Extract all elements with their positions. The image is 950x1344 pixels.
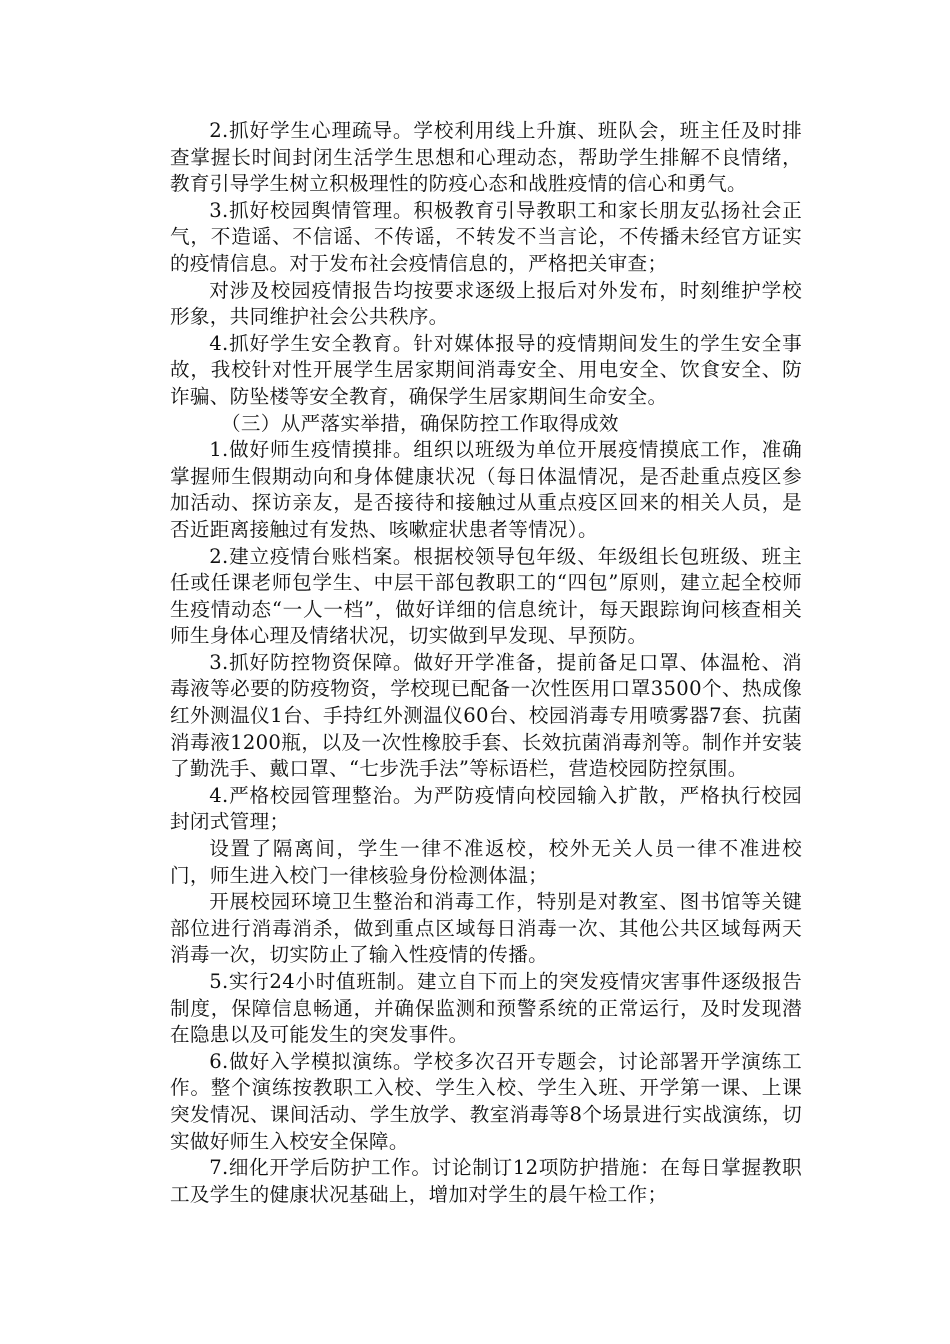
paragraph-disinfection: 开展校园环境卫生整治和消毒工作，特别是对教室、图书馆等关键部位进行消毒消杀，做到重点区域每日消毒一次、其他公共区域每两天消毒一次，切实防止了输入性疫情的传播。	[170, 890, 802, 967]
paragraph-duty-system: 5.实行24小时值班制。建立自下而上的突发疫情灾害事件逐级报告制度，保障信息畅通，并确保监测和预警系统的正常运行，及时发现潜在隐患以及可能发生的突发事件。	[170, 970, 802, 1047]
paragraph-epidemic-reporting: 对涉及校园疫情报告均按要求逐级上报后对外发布，时刻维护学校形象，共同维护社会公共秩序。	[170, 278, 802, 329]
paragraph-safety-education: 4.抓好学生安全教育。针对媒体报导的疫情期间发生的学生安全事故，我校针对性开展学生居家期间消毒安全、用电安全、饮食安全、防诈骗、防坠楼等安全教育，确保学生居家期间生命安全。	[170, 331, 802, 408]
paragraph-drills: 6.做好入学模拟演练。学校多次召开专题会，讨论部署开学演练工作。整个演练按教职工入校、学生入校、学生入班、开学第一课、上课突发情况、课间活动、学生放学、教室消毒等8个场景进行实战演练，切实做好师生入校安全保障。	[170, 1049, 802, 1153]
paragraph-psychological-counseling: 2.抓好学生心理疏导。学校利用线上升旗、班队会，班主任及时排查掌握长时间封闭生活学生思想和心理动态，帮助学生排解不良情绪，教育引导学生树立积极理性的防疫心态和战胜疫情的信心和勇气。	[170, 119, 802, 196]
paragraph-supplies: 3.抓好防控物资保障。做好开学准备，提前备足口罩、体温枪、消毒液等必要的防疫物资，学校现已配备一次性医用口罩3500个、热成像红外测温仪1台、手持红外测温仪60台、校园消毒专用喷雾器7套、抗菌消毒液1200瓶，以及一次性橡胶手套、长效抗菌消毒剂等。制作并安装了勤洗手、戴口罩、“七步洗手法”等标语栏，营造校园防控氛围。	[170, 650, 802, 781]
document-body	[170, 118, 802, 1208]
paragraph-isolation: 设置了隔离间，学生一律不准返校，校外无关人员一律不准进校门，师生进入校门一律核验身份检测体温；	[170, 837, 802, 887]
paragraph-epidemic-survey: 1.做好师生疫情摸排。组织以班级为单位开展疫情摸底工作，准确掌握师生假期动向和身体健康状况（每日体温情况，是否赴重点疫区参加活动、探访亲友，是否接待和接触过从重点疫区回来的相关人员，是否近距离接触过有发热、咳嗽症状患者等情况）。	[170, 438, 802, 541]
paragraph-public-opinion: 3.抓好校园舆情管理。积极教育引导教职工和家长朋友弘扬社会正气，不造谣、不信谣、不传谣，不转发不当言论，不传播未经官方证实的疫情信息。对于发布社会疫情信息的，严格把关审查；	[170, 198, 802, 275]
paragraph-records: 2.建立疫情台账档案。根据校领导包年级、年级组长包班级、班主任或任课老师包学生、中层干部包教职工的“四包”原则，建立起全校师生疫情动态“一人一档”，做好详细的信息统计，每天跟踪询问核查相关师生身体心理及情绪状况，切实做到早发现、早预防。	[170, 544, 802, 648]
paragraph-campus-management: 4.严格校园管理整治。为严防疫情向校园输入扩散，严格执行校园封闭式管理；	[170, 783, 802, 834]
paragraph-protection-measures: 7.细化开学后防护工作。讨论制订12项防护措施：在每日掌握教职工及学生的健康状况基础上，增加对学生的晨午检工作；	[170, 1156, 802, 1206]
section-heading: （三）从严落实举措，确保防控工作取得成效	[220, 411, 619, 435]
